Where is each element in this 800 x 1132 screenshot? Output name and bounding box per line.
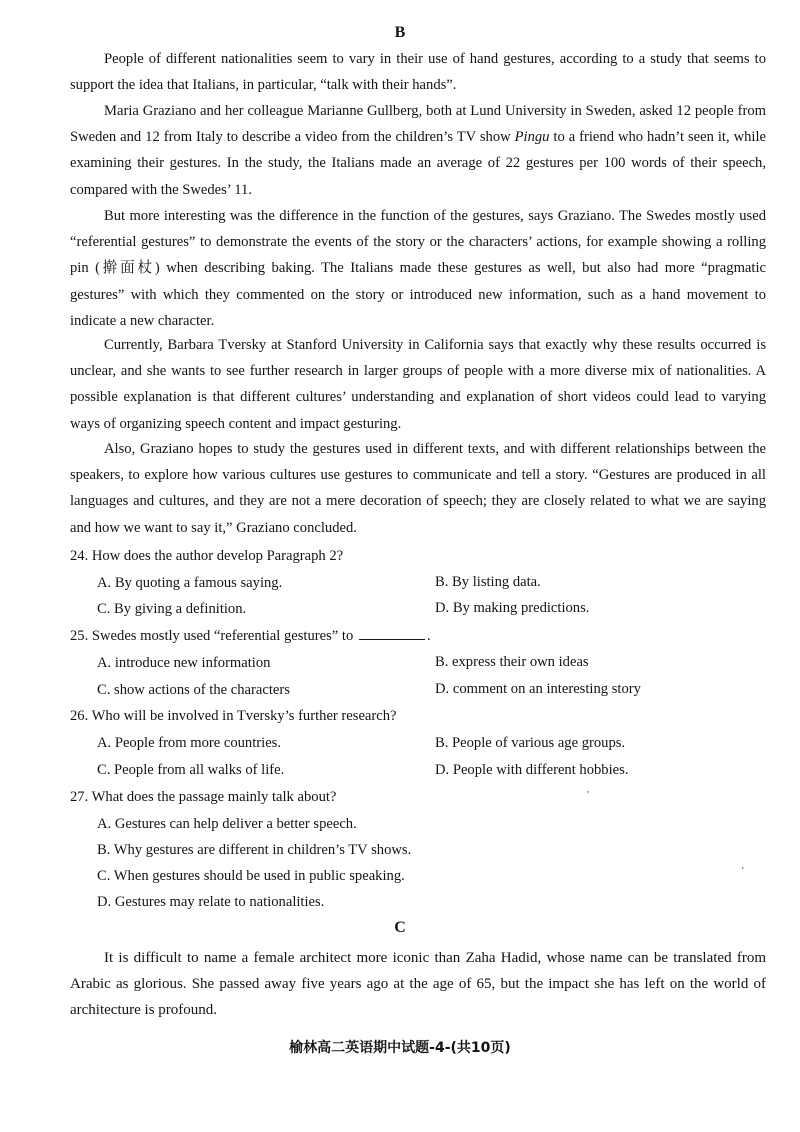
passage-b-paragraph-2: Maria Graziano and her colleague Marianne Gullberg, both at Lund University in Sweden, asked 12 people from Sweden and 12 from Italy to describe a video from the children’s TV show Pingu to a friend who hadn’t seen it, while examining their gestures. In the study, the Italians made an average of 22 gestures per 100 words of their speech, compared with the Swedes’ 11. [70, 103, 767, 198]
passage-c-paragraph-1: It is difficult to name a female architect more iconic than Zaha Hadid, whose name can be translated from Arabic as glorious. She passed away five years ago at the age of 65, but the impact she has left on the world of architecture is profound. [70, 950, 766, 1019]
passage-b-paragraph-3: But more interesting was the difference in the function of the gestures, says Graziano. The Swedes mostly used “referential gestures” to demonstrate the events of the story or the characters’ actions, for example showing a rolling pin (擀面杖) when describing baking. The Italians made these gestures as well, but also had more “pragmatic gestures” with which they commented on the story or introduced new information, such as a hand movement to indicate a new character. [70, 208, 766, 329]
passage-b-paragraph-1: People of different nationalities seem to vary in their use of hand gestures, according to a study that seems to support the idea that Italians, in particular, “talk with their hands”. [70, 51, 766, 94]
question-25-stem [70, 626, 431, 646]
answer-blank [359, 627, 425, 640]
question-25-option-d[interactable]: D. comment on an interesting story [435, 681, 641, 697]
question-27-option-a[interactable]: A. Gestures can help deliver a better speech. [97, 816, 357, 832]
question-25-option-b[interactable]: B. express their own ideas [435, 654, 589, 670]
question-24-option-c[interactable]: C. By giving a definition. [97, 601, 247, 617]
question-27-option-d[interactable]: D. Gestures may relate to nationalities. [97, 894, 325, 910]
question-24-stem: 24. How does the author develop Paragraph 2? [70, 548, 344, 564]
scan-speck: ' [587, 790, 589, 801]
question-24-option-a[interactable]: A. By quoting a famous saying. [97, 575, 283, 591]
question-24-option-d[interactable]: D. By making predictions. [435, 600, 590, 616]
question-26-option-c[interactable]: C. People from all walks of life. [97, 762, 285, 778]
question-27-stem: 27. What does the passage mainly talk about? [70, 789, 337, 805]
question-27-option-b[interactable]: B. Why gestures are different in children’s TV shows. [97, 842, 412, 858]
question-25-stem-text: 25. Swedes mostly used “referential gestures” to [70, 628, 354, 644]
question-26-stem: 26. Who will be involved in Tversky’s further research? [70, 708, 397, 724]
question-26-option-b[interactable]: B. People of various age groups. [435, 735, 626, 751]
question-26-option-a[interactable]: A. People from more countries. [97, 735, 281, 751]
section-c-title: C [394, 919, 406, 936]
question-24-option-b[interactable]: B. By listing data. [435, 574, 541, 590]
question-25-option-a[interactable]: A. introduce new information [97, 655, 271, 671]
question-26-option-d[interactable]: D. People with different hobbies. [435, 762, 629, 778]
section-b-title: B [394, 24, 406, 41]
question-27-option-c[interactable]: C. When gestures should be used in public speaking. [97, 868, 405, 884]
passage-b-paragraph-4: Currently, Barbara Tversky at Stanford University in California says that exactly why these results occurred is unclear, and she wants to see further research in larger groups of people with a more diverse mix of nationalities. A possible explanation is that different cultures’ understanding and explanation of short videos could lead to varying ways of organizing speech content and impact gesturing. [70, 337, 766, 432]
question-25-stem-end: . [426, 628, 431, 644]
question-25-option-c[interactable]: C. show actions of the characters [97, 682, 290, 698]
scan-speck: ' [742, 866, 744, 877]
page-footer: 榆林高二英语期中试题-4-(共10页) [289, 1040, 511, 1056]
passage-b-paragraph-5: Also, Graziano hopes to study the gestures used in different texts, and with different relationships between the speakers, to explore how various cultures use gestures to communicate and tell a story. “Gestures are produced in all languages and cultures, and they are not a mere decoration of speech; they are closely related to what we are saying and how we want to say it,” Graziano concluded. [70, 441, 766, 536]
